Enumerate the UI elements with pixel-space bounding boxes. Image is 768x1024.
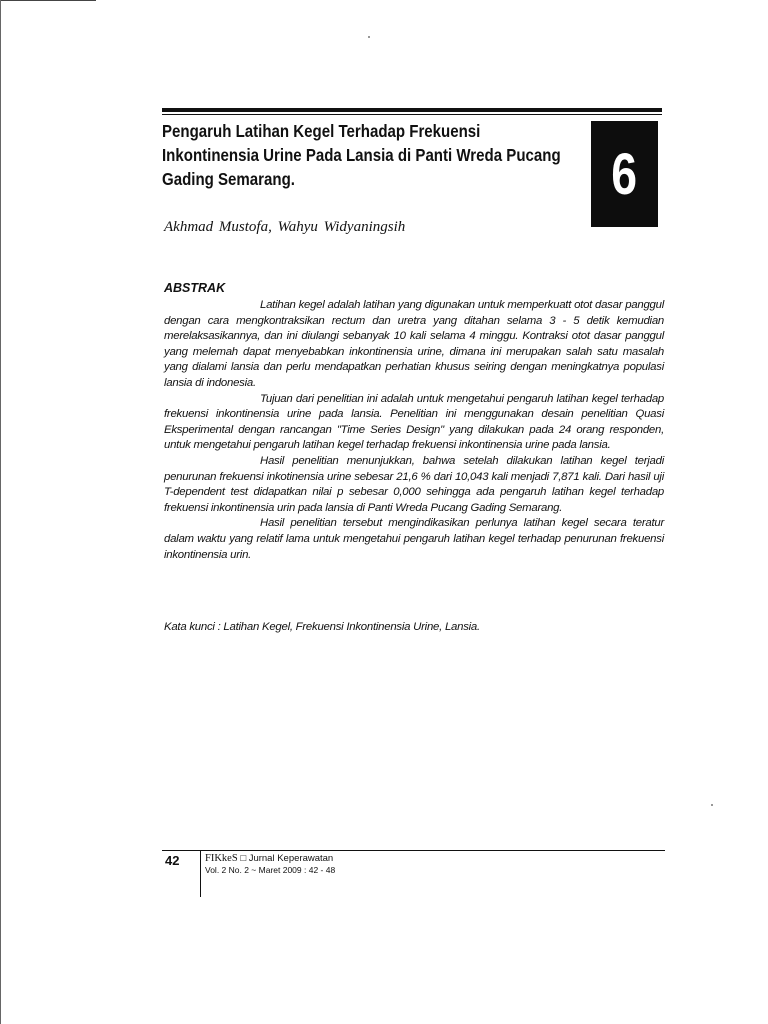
scan-edge-left <box>0 0 1 1024</box>
journal-subtitle: Jurnal Keperawatan <box>248 853 334 864</box>
footer-divider <box>200 850 201 897</box>
header-rule-thin <box>162 114 662 115</box>
keywords: Kata kunci : Latihan Kegel, Frekuensi Inkontinensia Urine, Lansia. <box>164 621 480 633</box>
article-authors: Akhmad Mustofa, Wahyu Widyaningsih <box>164 219 406 235</box>
scan-edge-top <box>0 0 96 1</box>
scan-speck <box>711 804 713 806</box>
chapter-number: 6 <box>611 141 638 207</box>
abstract-body <box>164 298 664 563</box>
journal-title-line <box>205 853 333 864</box>
article-title: Pengaruh Latihan Kegel Terhadap Frekuensi Inkontinensia Urine Pada Lansia di Panti Wreda Pucang Gading Semarang. <box>162 121 561 189</box>
abstract-paragraph: Tujuan dari penelitian ini adalah untuk mengetahui pengaruh latihan kegel terhadap frekuensi inkontinensia urine pada lansia. Penelitian ini menggunakan desain penelitian Quasi Eksperimental dengan rancangan "Time Series Design" yang dilakukan pada 24 orang responden, untuk mengetahui pengaruh latihan kegel terhadap frekuensi inkontinensia urine pada lansia. <box>164 392 664 452</box>
chapter-badge <box>591 121 658 227</box>
journal-volume-info: Vol. 2 No. 2 ~ Maret 2009 : 42 - 48 <box>205 865 336 875</box>
footer-rule <box>162 850 665 851</box>
abstract-paragraph: Hasil penelitian menunjukkan, bahwa setelah dilakukan latihan kegel terjadi penurunan frekuensi inkotinensia urine sebesar 21,6 % dari 10,043 kali menjadi 7,871 kali. Dari hasil uji T-dependent test didapatkan nilai p sebesar 0,000 sehingga ada pengaruh latihan kegel terhadap frekuensi inkontinensia urin pada lansia di Panti Wreda Pucang Gading Semarang. <box>164 454 664 514</box>
journal-separator: □ <box>240 853 247 864</box>
abstract-paragraph: Latihan kegel adalah latihan yang digunakan untuk memperkuatt otot dasar panggul dengan cara mengkontraksikan rectum dan uretra yang ditahan selama 3 - 5 detik kemudian merelaksasikannya, dan ini diulangi sebanyak 10 kali selama 4 minggu. Kontraksi otot dasar panggul yang melemah dapat menyebabkan inkontinensia urine, dimana ini merupakan salah satu masalah yang dialami lansia dan perlu mendapatkan perhatian khusus seiring dengan meningkatnya populasi lansia di indonesia. <box>164 299 664 389</box>
page-number: 42 <box>165 853 180 868</box>
scan-speck <box>368 36 370 38</box>
abstract-heading: ABSTRAK <box>164 281 226 295</box>
abstract-paragraph: Hasil penelitian tersebut mengindikasikan perlunya latihan kegel secara teratur dalam waktu yang relatif lama untuk mengetahui pengaruh latihan kegel terhadap penurunan frekuensi inkontinensia urin. <box>164 517 664 561</box>
journal-name: FIKkeS <box>205 853 238 864</box>
header-rule-thick <box>162 108 662 112</box>
